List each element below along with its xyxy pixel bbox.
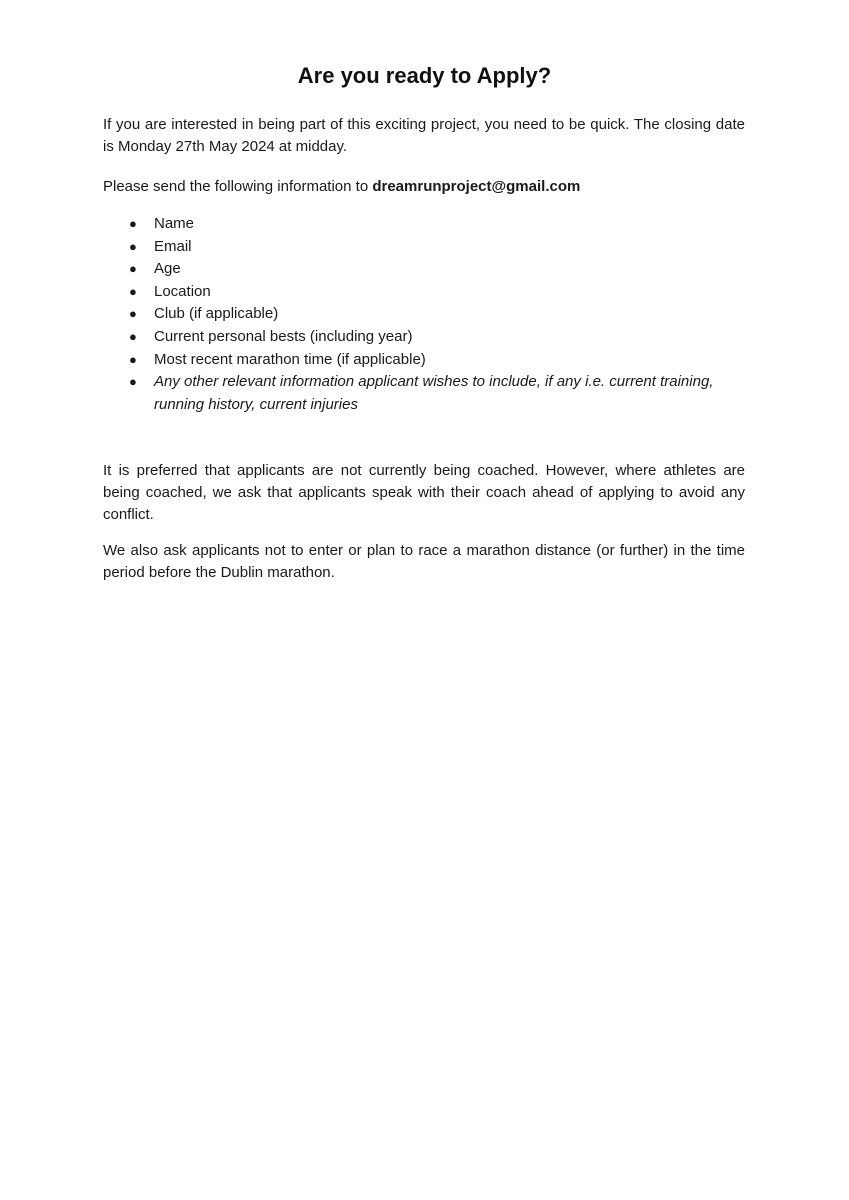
list-item	[103, 213, 745, 236]
list-item-text: Any other relevant information applicant wishes to include, if any i.e. current training, running history, current injuries	[154, 373, 714, 413]
marathon-paragraph: We also ask applicants not to enter or plan to race a marathon distance (or further) in the time period before the Dublin marathon.	[103, 542, 745, 582]
list-item-text: Current personal bests (including year)	[154, 327, 413, 345]
bullet-icon: ●	[129, 306, 137, 322]
coaching-paragraph: It is preferred that applicants are not currently being coached. However, where athletes are being coached, we ask that applicants speak with their coach ahead of applying to avoid any conflict.	[103, 462, 745, 524]
intro-paragraph: If you are interested in being part of this exciting project, you need to be quick. The closing date is Monday 27th May 2024 at midday.	[103, 116, 745, 155]
list-item	[103, 326, 745, 349]
list-item-text: Club (if applicable)	[154, 305, 279, 323]
list-item	[103, 281, 745, 304]
send-info-text: Please send the following information to	[103, 178, 373, 195]
bullet-icon: ●	[129, 328, 137, 344]
bullet-icon: ●	[129, 238, 137, 254]
list-item-text: Location	[154, 282, 211, 300]
list-item	[103, 303, 745, 326]
list-item	[103, 258, 745, 281]
bullet-icon: ●	[129, 351, 137, 367]
list-item	[103, 349, 745, 372]
send-info-paragraph	[103, 176, 745, 198]
list-item-text: Age	[154, 260, 181, 278]
bullet-icon: ●	[129, 283, 137, 299]
required-info-list	[103, 213, 745, 416]
list-item-text: Email	[154, 237, 192, 255]
list-item-text: Most recent marathon time (if applicable)	[154, 350, 426, 368]
contact-email: dreamrunproject@gmail.com	[372, 178, 581, 195]
list-item-text: Name	[154, 215, 195, 232]
page-title: Are you ready to Apply?	[297, 63, 552, 88]
bullet-icon: ●	[129, 216, 137, 231]
document-body	[103, 114, 745, 584]
bullet-icon: ●	[129, 374, 137, 390]
list-item	[103, 236, 745, 259]
bullet-icon: ●	[129, 261, 137, 277]
list-item	[103, 371, 745, 416]
